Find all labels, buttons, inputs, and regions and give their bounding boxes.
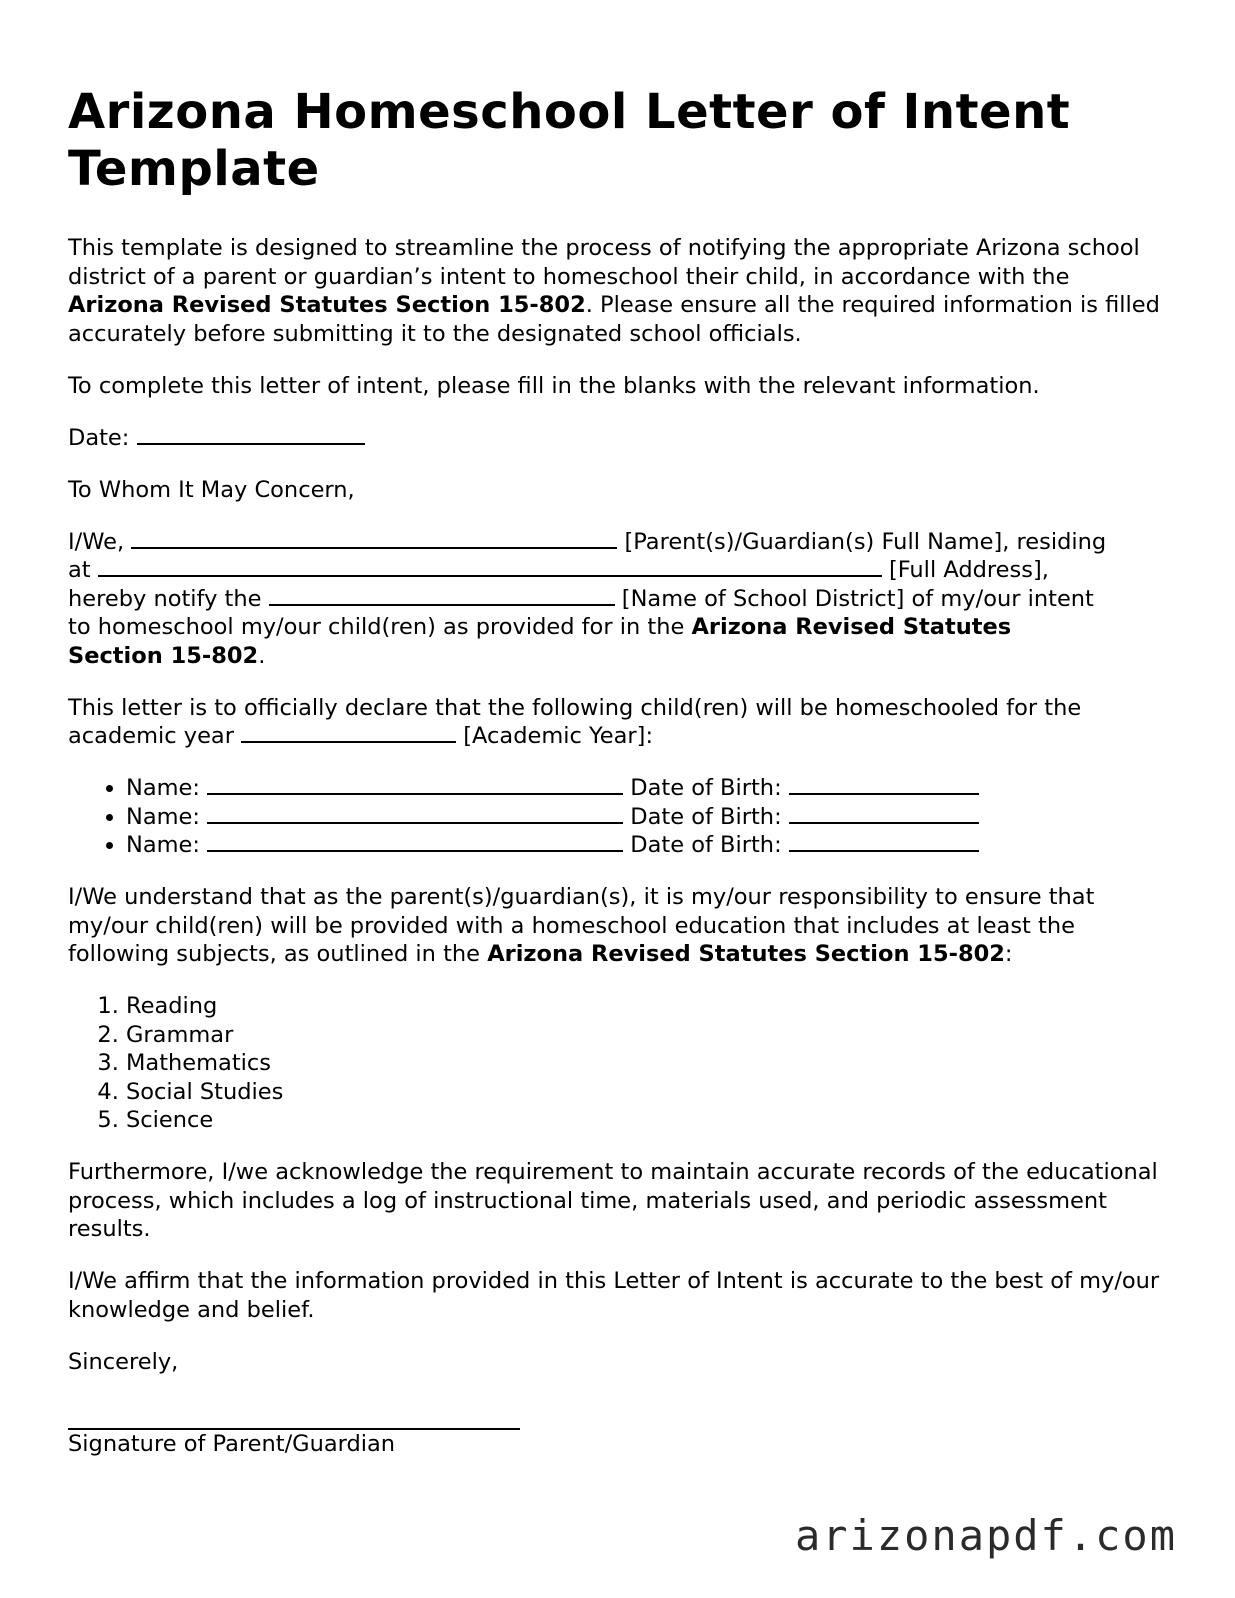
notice-paragraph <box>68 528 1163 671</box>
subject-item: 1. Reading <box>126 992 1163 1021</box>
child-name-blank[interactable] <box>207 803 623 824</box>
notice-provided: to homeschool my/our child(ren) as provided for in the <box>68 614 692 640</box>
watermark: arizonapdf.com <box>794 1511 1177 1560</box>
salutation: To Whom It May Concern, <box>68 476 355 503</box>
academic-year-blank[interactable] <box>241 722 456 743</box>
child-item <box>126 803 1163 832</box>
child-name-blank[interactable] <box>207 774 623 795</box>
child-dob-blank[interactable] <box>789 803 979 824</box>
declare-text: This letter is to officially declare that the following child(ren) will be homeschooled for the academic year <box>68 694 1082 749</box>
page-title: Arizona Homeschool Letter of Intent Template <box>68 84 1071 197</box>
notice-district-field: [Name of School District] of my/our intent <box>621 585 1094 612</box>
letter-page <box>68 84 1163 1459</box>
declare-field: [Academic Year]: <box>463 723 654 749</box>
date-blank[interactable] <box>137 424 365 445</box>
notice-iwe: I/We, <box>68 528 125 555</box>
district-blank[interactable] <box>269 585 615 606</box>
child-name-label: Name: <box>126 803 200 830</box>
intro-text-2: . Please ensure all the required information is filled accurately before submitting it to the designated school officials. <box>68 292 1160 347</box>
address-blank[interactable] <box>98 556 882 577</box>
child-dob-blank[interactable] <box>789 831 979 852</box>
understand-text: I/We understand that as the parent(s)/guardian(s), it is my/our responsibility to ensure that my/our child(ren) will be provided with a homeschool education that includes at least the following subjects, as outlined in the <box>68 884 1095 967</box>
intro-text-1: This template is designed to streamline the process of notifying the appropriate Arizona school district of a parent or guardian’s intent to homeschool their child, in accordance with the <box>68 235 1140 290</box>
date-line <box>68 424 1163 453</box>
children-list <box>68 774 1163 860</box>
parent-name-blank[interactable] <box>131 528 617 549</box>
signature-label: Signature of Parent/Guardian <box>68 1431 396 1457</box>
notice-at: at <box>68 557 91 583</box>
notice-address-field: [Full Address], <box>888 557 1049 583</box>
date-label: Date: <box>68 424 130 451</box>
subject-item: 2. Grammar <box>126 1021 1163 1050</box>
child-dob-blank[interactable] <box>789 774 979 795</box>
intro-statute: Arizona Revised Statutes Section 15-802 <box>68 292 586 318</box>
notice-statute-b: Section 15-802 <box>68 642 259 669</box>
understand-colon: : <box>1004 941 1013 967</box>
child-name-label: Name: <box>126 832 200 858</box>
child-item <box>126 774 1163 803</box>
notice-parent-field: [Parent(s)/Guardian(s) Full Name], residing <box>624 528 1107 555</box>
subject-item: 3. Mathematics <box>126 1049 1163 1078</box>
child-name-label: Name: <box>126 775 200 801</box>
subject-item: 5. Science <box>126 1106 1163 1135</box>
understand-paragraph <box>68 883 1163 969</box>
intro-paragraph <box>68 234 1163 348</box>
child-dob-label: Date of Birth: <box>630 832 782 858</box>
subjects-list <box>68 992 1163 1135</box>
declare-paragraph <box>68 694 1163 751</box>
instructions-paragraph: To complete this letter of intent, please fill in the blanks with the relevant information. <box>68 372 1040 399</box>
child-item <box>126 831 1163 860</box>
notice-statute-a: Arizona Revised Statutes <box>691 614 1012 640</box>
understand-statute: Arizona Revised Statutes Section 15-802 <box>487 941 1005 967</box>
child-dob-label: Date of Birth: <box>630 803 782 830</box>
records-paragraph: Furthermore, I/we acknowledge the requirement to maintain accurate records of the educational process, which includes a log of instructional time, materials used, and periodic assessment results. <box>68 1159 1158 1242</box>
child-name-blank[interactable] <box>207 831 623 852</box>
notice-hereby: hereby notify the <box>68 585 262 612</box>
closing: Sincerely, <box>68 1348 179 1375</box>
notice-period: . <box>258 642 266 669</box>
child-dob-label: Date of Birth: <box>630 775 782 801</box>
affirm-paragraph: I/We affirm that the information provided in this Letter of Intent is accurate to the best of my/our knowledge and belief. <box>68 1268 1160 1323</box>
subject-item: 4. Social Studies <box>126 1078 1163 1107</box>
